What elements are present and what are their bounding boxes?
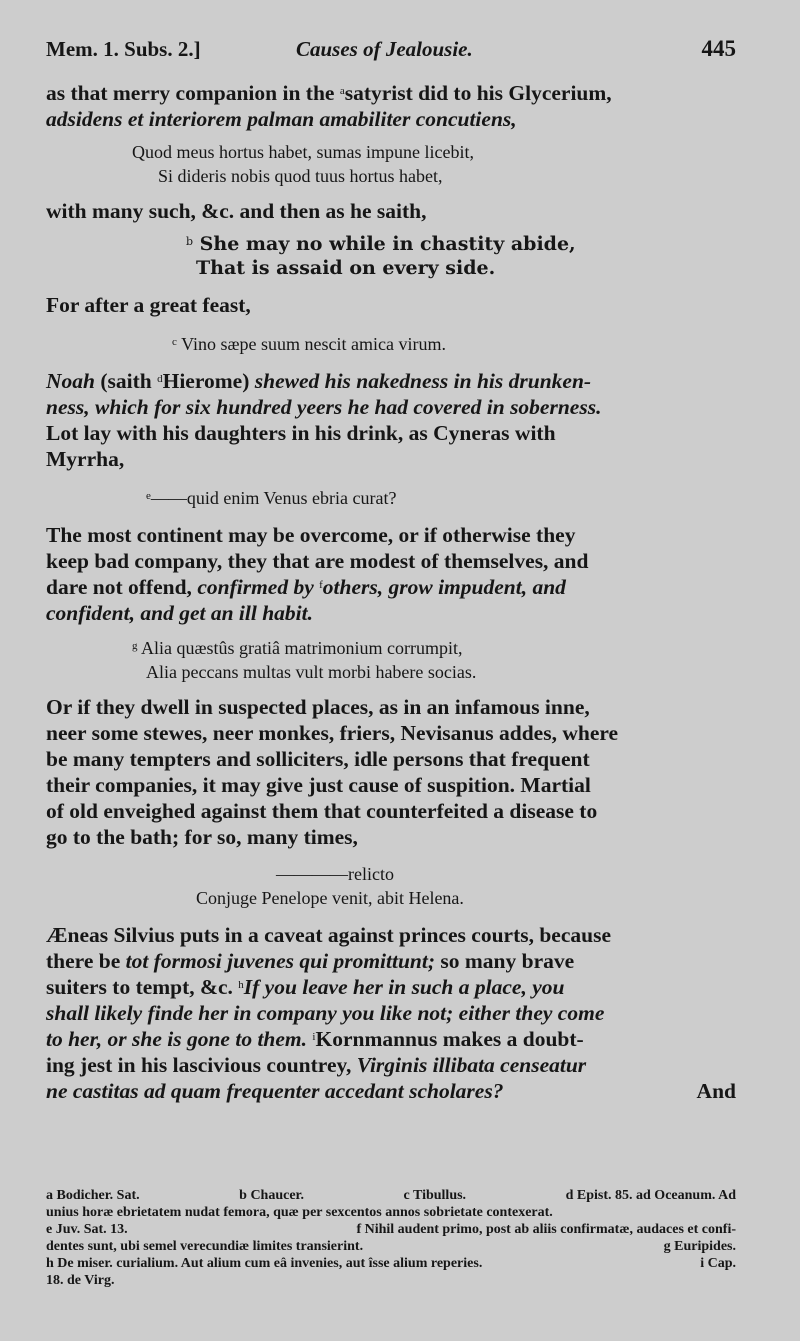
footnote: e Juv. Sat. 13.: [46, 1222, 128, 1237]
footnote: g Euripides.: [663, 1239, 736, 1254]
verse-quote: $^e$——quid enim Venus ebria curat?: [146, 488, 397, 508]
footnote: dentes sunt, ubi semel verecundiæ limites transierint.: [46, 1239, 364, 1254]
verse-quote: $^g$ Alia quæstûs gratiâ matrimonium corrumpit, Alia peccans multas vult morbi habere socias.: [132, 638, 477, 682]
footnote: c Tibullus.: [403, 1188, 467, 1203]
verse-quote: Quod meus hortus habet, sumas impune licebit, Si dideris nobis quod tuus hortus habet,: [132, 142, 474, 186]
footnote: unius horæ ebrietatem nudat femora, quæ per sexcentos annos sobrietate contexerat.: [46, 1205, 553, 1220]
footnote-marker: i: [312, 1031, 316, 1043]
footnote: h De miser. curialium. Aut alium cum eâ invenies, aut îsse alium reperies.: [46, 1256, 483, 1271]
section-label: Mem. 1. Subs. 2.]: [46, 37, 201, 61]
verse-quote: $^c$ Vino sæpe suum nescit amica virum.: [172, 334, 446, 354]
running-header: [46, 36, 736, 62]
footnote-marker: e: [146, 490, 151, 502]
footnote-marker: a: [339, 85, 345, 97]
footnote-marker: g: [132, 640, 138, 652]
footnote: d Epist. 85. ad Oceanum. Ad: [565, 1188, 736, 1203]
paragraph: as that merry companion in the $^a$satyrist did to his Glycerium, adsidens et interiorem palman amabiliter concutiens,: [46, 81, 612, 131]
verse-quote: ————relicto Conjuge Penelope venit, abit Helena.: [196, 864, 464, 908]
paragraph: Noah (saith $^d$Hierome) shewed his nakedness in his drunken- ness, which for six hundred yeers he had covered in soberness. Lot lay with his daughters in his drink, as Cyneras with Myrrha,: [46, 369, 602, 471]
footnote-marker: f: [319, 579, 323, 591]
paragraph: Or if they dwell in suspected places, as in an infamous inne, neer some stewes, neer monkes, friers, Nevisanus addes, where be many tempters and solliciters, idle persons that frequent their companies, it may give just cause of suspition. Martial of old enveighed against them that counterfeited a disease to go to the bath; for so, many times,: [46, 695, 619, 849]
paragraph: For after a great feast,: [46, 293, 251, 317]
footnote: f Nihil audent primo, post ab aliis confirmatæ, audaces et confi-: [356, 1222, 736, 1237]
footnote: 18. de Virg.: [46, 1273, 115, 1288]
footnote-marker: h: [238, 979, 244, 991]
body-text: [46, 80, 736, 1104]
footnote: i Cap.: [700, 1256, 736, 1271]
footnotes: [46, 1187, 736, 1289]
paragraph: Æneas Silvius puts in a caveat against princes courts, because there be tot formosi juvenes qui promittunt; so many brave suiters to tempt, &c. $^h$If you leave her in such a place, you shall likely finde her in company you like not; either they come to her, or she is gone to them. $^i$Kornmannus makes a doubt- ing jest in his lascivious countrey, Virginis illibata censeatur ne castitas ad quam frequenter accedant scholares? And: [46, 923, 736, 1103]
page-number: 445: [701, 36, 736, 61]
verse-quote: $^b$ She may no while in chastity abide, That is assaid on every side.: [186, 233, 576, 279]
footnote: a Bodicher. Sat.: [46, 1188, 140, 1203]
running-title: Causes of Jealousie.: [296, 37, 473, 61]
paragraph: with many such, &c. and then as he saith,: [46, 199, 427, 223]
footnote-marker: b: [186, 235, 194, 248]
footnote-marker: d: [157, 373, 163, 385]
paragraph: The most continent may be overcome, or if otherwise they keep bad company, they that are modest of themselves, and dare not offend, confirmed by $^f$others, grow impudent, and confident, and get an ill habit.: [46, 523, 589, 625]
footnote: b Chaucer.: [239, 1188, 304, 1203]
footnote-marker: c: [172, 336, 177, 348]
